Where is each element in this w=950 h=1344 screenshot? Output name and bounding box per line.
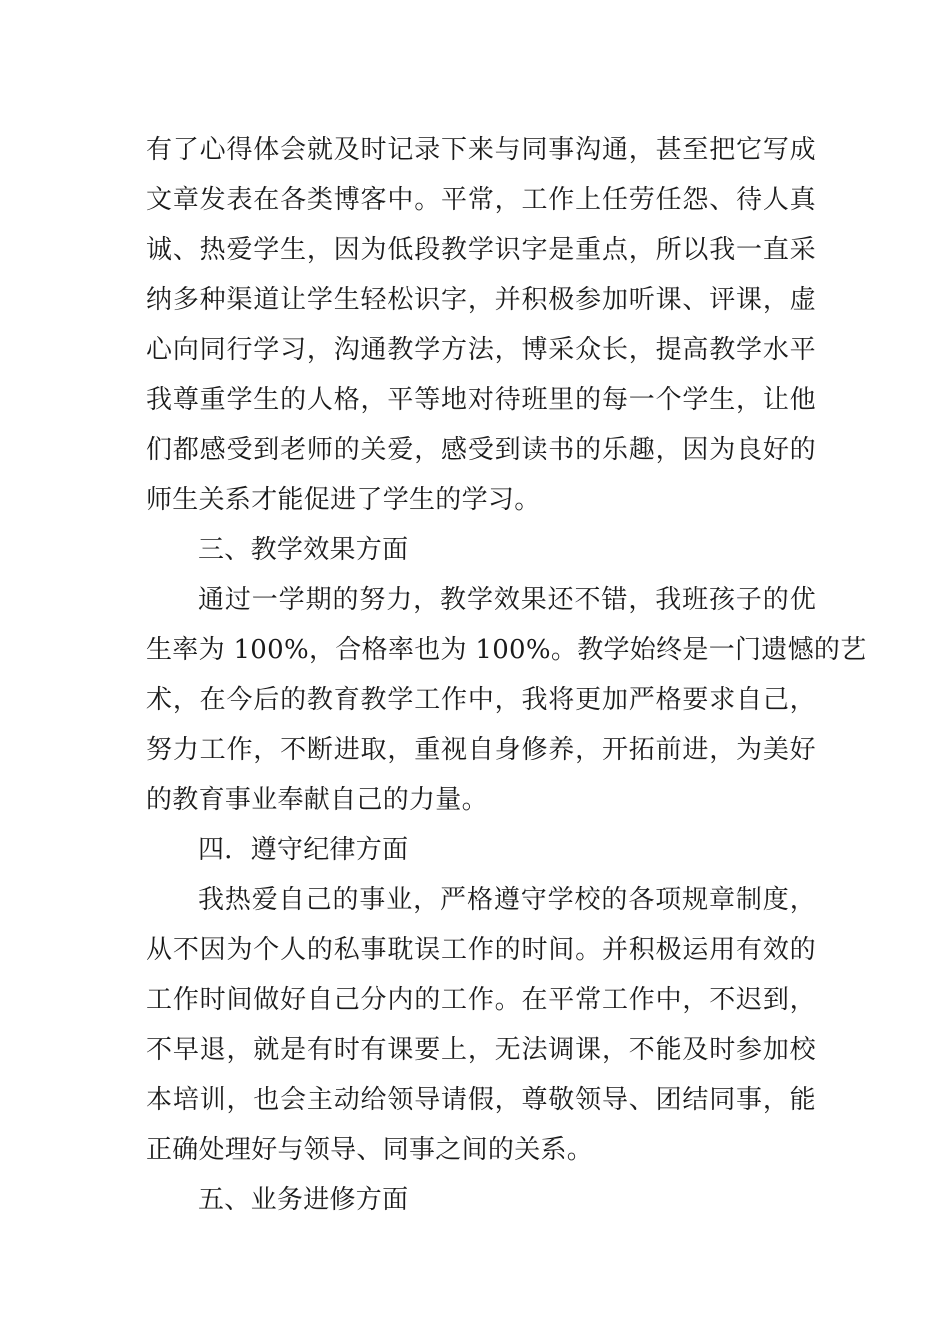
text-line: 们都感受到老师的关爱，感受到读书的乐趣，因为良好的 [146, 435, 816, 465]
text-line: 诚、热爱学生，因为低段教学识字是重点，所以我一直采 [146, 235, 816, 265]
text-line: 纳多种渠道让学生轻松识字，并积极参加听课、评课，虚 [146, 285, 816, 315]
text-line: 不早退，就是有时有课要上，无法调课，不能及时参加校 [146, 1035, 816, 1065]
text-line: 生率为 100%，合格率也为 100%。教学始终是一门遗憾的艺 [146, 635, 867, 665]
text-line: 的教育事业奉献自己的力量。 [146, 785, 488, 815]
text-line: 从不因为个人的私事耽误工作的时间。并积极运用有效的 [146, 935, 816, 965]
text-line: 本培训，也会主动给领导请假，尊敬领导、团结同事，能 [146, 1085, 816, 1115]
text-line: 通过一学期的努力，教学效果还不错，我班孩子的优 [198, 585, 816, 615]
text-line: 心向同行学习，沟通教学方法，博采众长，提高教学水平 [146, 335, 816, 365]
text-line: 我热爱自己的事业，严格遵守学校的各项规章制度， [198, 885, 816, 915]
section-heading: 三、教学效果方面 [198, 535, 409, 565]
text-line: 师生关系才能促进了学生的学习。 [146, 485, 541, 515]
text-line: 努力工作，不断进取，重视自身修养，开拓前进，为美好 [146, 735, 816, 765]
text-line: 文章发表在各类博客中。平常，工作上任劳任怨、待人真 [146, 185, 816, 215]
section-heading: 五、业务进修方面 [198, 1185, 409, 1215]
text-line: 有了心得体会就及时记录下来与同事沟通，甚至把它写成 [146, 135, 816, 165]
text-line: 正确处理好与领导、同事之间的关系。 [146, 1135, 594, 1165]
text-line: 我尊重学生的人格，平等地对待班里的每一个学生，让他 [146, 385, 816, 415]
text-line: 工作时间做好自己分内的工作。在平常工作中，不迟到， [146, 985, 816, 1015]
text-line: 术，在今后的教育教学工作中，我将更加严格要求自己， [146, 685, 816, 715]
section-heading: 四．遵守纪律方面 [198, 835, 409, 865]
